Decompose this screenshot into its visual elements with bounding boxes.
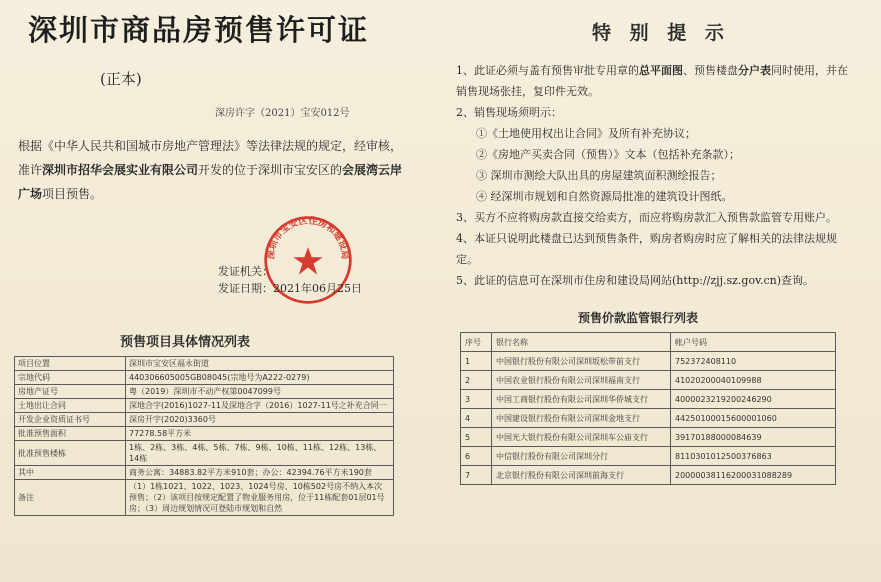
project-table-row — [15, 371, 394, 385]
notice-text: 4、本证只说明此楼盘已达到预售条件，购房者购房时应了解相关的法律法规规定。 — [456, 232, 837, 266]
bank-table-row — [461, 371, 836, 390]
project-table-row — [15, 399, 394, 413]
bank-row-account: 752372408110 — [671, 352, 836, 371]
notice-item — [456, 123, 856, 144]
bank-row-no: 5 — [461, 428, 492, 447]
seal-text: 深圳市宝安区住房和建设局 — [265, 215, 351, 260]
bank-row-name: 中国农业银行股份有限公司深圳福南支行 — [492, 371, 671, 390]
bank-table-row — [461, 390, 836, 409]
body-suffix: 项目预售。 — [42, 187, 103, 201]
bank-table-row — [461, 409, 836, 428]
bank-header-account: 帐户号码 — [671, 333, 836, 352]
project-row-value: 商务公寓：34883.82平方米910套；办公：42394.76平方米190套 — [126, 466, 394, 480]
license-subtitle: (正本) — [100, 70, 142, 88]
project-row-key: 土地出让合同 — [15, 399, 126, 413]
notice-item — [456, 270, 856, 291]
notice-text: 1、此证必须与盖有预售审批专用章的 — [456, 64, 639, 77]
notice-mid: 、预售楼盘 — [683, 64, 738, 77]
project-row-value: 77278.58平方米 — [126, 427, 394, 441]
notices-title: 特 别 提 示 — [592, 22, 730, 44]
body-prefix: 根据《中华人民共和国城市房地产管理法》等法律法规的规定，经审核，准许 — [18, 139, 403, 177]
notice-item — [456, 186, 856, 207]
seal-star-icon — [293, 247, 322, 275]
notice-text: 2、销售现场须明示： — [456, 106, 562, 119]
bank-header-name: 银行名称 — [492, 333, 671, 352]
project-row-key: 房地产证号 — [15, 385, 126, 399]
notice-item — [456, 165, 856, 186]
bank-table-row — [461, 466, 836, 485]
notice-text: 5、此证的信息可在深圳市住房和建设局网站(http://zjj.sz.gov.cn)查询。 — [456, 274, 815, 287]
issue-date: 发证日期：2021年06月25日 — [218, 282, 362, 295]
bank-row-name: 中信银行股份有限公司深圳分行 — [492, 447, 671, 466]
license-notices — [440, 0, 881, 582]
notice-item — [456, 60, 856, 102]
project-table-row — [15, 441, 394, 466]
project-table-row — [15, 385, 394, 399]
project-row-key: 开发企业资质证书号 — [15, 413, 126, 427]
project-row-key: 宗地代码 — [15, 371, 126, 385]
notice-item — [456, 207, 856, 228]
notice-item — [456, 228, 856, 270]
project-row-key: 批准预售面积 — [15, 427, 126, 441]
bank-row-name: 中国银行股份有限公司深圳坂松带前支行 — [492, 352, 671, 371]
notice-text: ①《土地使用权出让合同》及所有补充协议； — [476, 127, 696, 140]
project-row-key: 批准预售楼栋 — [15, 441, 126, 466]
notice-bold1: 总平面图 — [639, 64, 683, 77]
issuer-label: 发证机关： — [218, 265, 273, 278]
bank-row-account: 4000023219200246290 — [671, 390, 836, 409]
project-row-value: 粤（2019）深圳市不动产权第0047099号 — [126, 385, 394, 399]
body-middle: 开发的位于深圳市宝安区的 — [198, 163, 343, 177]
project-row-value: 深地合字(2016)1027-11及深地合字（2016）1027-11号之补充合同一 — [126, 399, 394, 413]
bank-row-no: 6 — [461, 447, 492, 466]
project-row-value: （1）1栋1021、1022、1023、1024号房、10栋502号房不纳入本次预售；（2）该项目按规定配置了物业服务用房，位于11栋配套01层01号房；（3）周边规划情况可登陆市规划和自然 — [126, 480, 394, 516]
project-table-row — [15, 480, 394, 516]
bank-row-name: 中国工商银行股份有限公司深圳华侨城支行 — [492, 390, 671, 409]
notice-text: ③ 深圳市测绘大队出具的房屋建筑面积测绘报告； — [476, 169, 722, 182]
bank-row-name: 中国建设银行股份有限公司深圳金地支行 — [492, 409, 671, 428]
notice-tail: 同时使用，并在销售现场张挂，复印件无效。 — [456, 64, 848, 98]
notice-item — [456, 102, 856, 123]
bank-table-row — [461, 447, 836, 466]
project-row-value: 深房开字(2020)3360号 — [126, 413, 394, 427]
bank-row-no: 7 — [461, 466, 492, 485]
notice-text: ④ 经深圳市规划和自然资源局批准的建筑设计图纸。 — [476, 190, 733, 203]
bank-row-name: 中国光大银行股份有限公司深圳车公庙支行 — [492, 428, 671, 447]
project-table-title: 预售项目具体情况列表 — [120, 335, 251, 350]
notices-list — [456, 60, 856, 291]
developer-name: 深圳市招华会展实业有限公司 — [42, 163, 199, 177]
notice-bold2: 分户表 — [738, 64, 771, 77]
project-name: 会展湾云岸广场 — [18, 163, 403, 201]
license-title: 深圳市商品房预售许可证 — [28, 13, 370, 47]
project-row-value: 深圳市宝安区福永街道 — [126, 357, 394, 371]
bank-row-account: 8110301012500376863 — [671, 447, 836, 466]
project-row-value: 440306605005GB08045(宗地号为A222-0279) — [126, 371, 394, 385]
bank-row-account: 39170188000084639 — [671, 428, 836, 447]
bank-row-no: 2 — [461, 371, 492, 390]
bank-row-no: 4 — [461, 409, 492, 428]
bank-table-title: 预售价款监管银行列表 — [578, 311, 699, 325]
project-table-row — [15, 427, 394, 441]
bank-row-name: 北京银行股份有限公司深圳前海支行 — [492, 466, 671, 485]
bank-table-row — [461, 352, 836, 371]
bank-header-no: 序号 — [461, 333, 492, 352]
bank-row-account: 44250100015600001060 — [671, 409, 836, 428]
license-number: 深房许字（2021）宝安012号 — [215, 108, 350, 119]
license-body — [18, 134, 413, 206]
notice-item — [456, 144, 856, 165]
project-row-key: 其中 — [15, 466, 126, 480]
project-table-row — [15, 357, 394, 371]
project-table — [14, 356, 394, 516]
bank-row-account: 41020200040109988 — [671, 371, 836, 390]
notice-text: 3、买方不应将购房款直接交给卖方，而应将购房款汇入预售款监管专用账户。 — [456, 211, 837, 224]
project-row-key: 备注 — [15, 480, 126, 516]
notice-text: ②《房地产买卖合同（预售）》文本（包括补充条款）； — [476, 148, 740, 161]
project-row-value: 1栋、2栋、3栋、4栋、5栋、7栋、9栋、10栋、11栋、12栋、13栋、14栋 — [126, 441, 394, 466]
bank-table — [460, 332, 836, 485]
project-row-key: 项目位置 — [15, 357, 126, 371]
bank-row-account: 20000038116200031088289 — [671, 466, 836, 485]
bank-table-header — [461, 333, 836, 352]
bank-row-no: 1 — [461, 352, 492, 371]
bank-table-row — [461, 428, 836, 447]
project-table-row — [15, 466, 394, 480]
bank-row-no: 3 — [461, 390, 492, 409]
license-front — [0, 0, 440, 582]
project-table-row — [15, 413, 394, 427]
